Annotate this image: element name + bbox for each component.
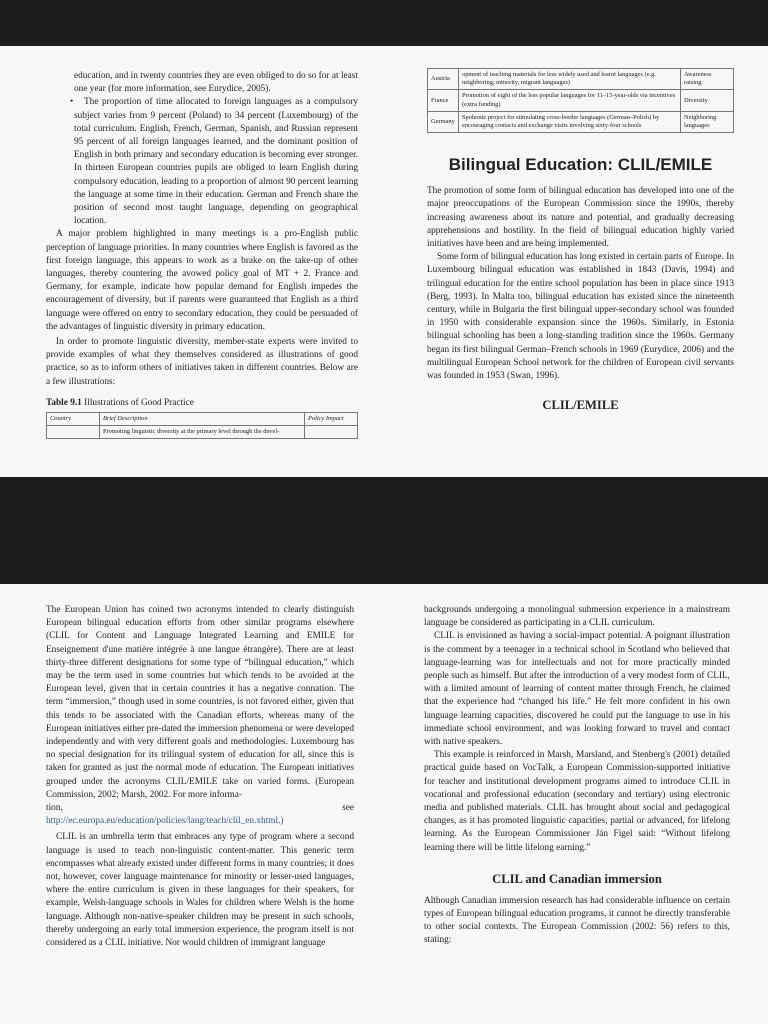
table-cell: Promotion of eight of the less popular languages for 11–15-year-olds via incentives (extra funding) — [459, 90, 681, 111]
paragraph-word: tion, — [46, 803, 63, 814]
bullet-text: The proportion of time allocated to foreign languages as a compulsory subject varies from 9 percent (Poland) to 34 percent (Luxembourg) of the total curriculum. English, French, German, Spanish, and Russian represent 95 percent of all foreign languages learned, and the dominant position of English in both primary and secondary education is becoming ever stronger. In thirteen European countries pupils are obliged to learn English during compulsory education, leading to a proportion of almost 90 percent learning the language at some time in their education. German and French share the position of second most taught language, depending on geographical location. — [74, 97, 358, 227]
paragraph: This example is reinforced in Marsh, Marsland, and Stenberg's (2001) detailed practical guide based on VocTalk, a European Commission-supported initiative for teacher and institutional development programs aimed to introduce CLIL in vocational and professional education (secondary and tertiary) using electronic media and published materials. CLIL has brought about social and pedagogical changes, as it has promoted linguistic capacities, partial or advanced, for lifelong learning. As the European Commissioner Ján Figel said: “Without lifelong learning there will be little lifelong earning.” — [424, 750, 730, 853]
subsection-heading: CLIL and Canadian immersion — [492, 871, 662, 886]
paragraph: backgrounds undergoing a monolingual submersion experience in a mainstream language be considered as participating in a CLIL curriculum. — [424, 605, 730, 629]
table-cell: Neighboring languages — [681, 111, 734, 132]
table-row — [428, 90, 734, 111]
page-top-left-column — [46, 70, 358, 439]
paragraph — [46, 604, 354, 802]
table-title: Illustrations of Good Practice — [84, 397, 194, 408]
paragraph: A major problem highlighted in many meetings is a pro-English public perception of language priorities. In many countries where English is favored as the first foreign language, this appears to work as a brake on the take-up of other languages, thereby countering the avowed policy goal of MT + 2. France and Germany, for example, indicate how popular demand for English impedes the encouragement of diversity, but if parents were guaranteed that English as a third language were offered on entry to secondary education, they could be persuaded of the advantages of linguistic diversity in primary education. — [46, 229, 358, 332]
table-cell: Diversity — [681, 90, 734, 111]
bullet-item — [46, 96, 358, 228]
paragraph: The promotion of some form of bilingual education has developed into one of the major preoccupations of the European Commission since the 1990s, thereby increasing awareness about its nature and potential, and gradually decreasing apprehensions and hostility. In the field of bilingual education highly varied initiatives have been and are being implemented. — [427, 186, 734, 250]
table-caption — [46, 397, 358, 410]
page-bottom — [0, 584, 768, 1024]
table-cell: Spohonie project for stimulating cross-border languages (German–Polish) by encouraging contacts and exchange visits involving sixty-four schools — [459, 111, 681, 132]
paragraph: CLIL is envisioned as having a social-impact potential. A poignant illustration is the comment by a teenager in a technical school in Scotland who believed that language-learning was for intellectuals and not for more practically minded people such as himself. But after the introduction of a very modest form of CLIL, with a limited amount of learning of content matter through French, he claimed that the experience had “changed his life.” He felt more confident in his own language learning capacities, discovered he could put the language to use in his immediate school environment, and was looking forward to travel and contact with native speakers. — [424, 631, 730, 748]
paragraph-text: The European Union has coined two acronyms intended to clearly distinguish European bilingual education efforts from other similar programs elsewhere (CLIL for Content and Language Integrated Learning and EMILE for Enseignement d'une matière intégrée à une langue étrangère). There are at least thirty-three different designations for some type of “bilingual education,” which may be the term used in some countries but which tends to be avoided at the European level, given that in certain countries it has a negative connation. The term “immersion,” though used in some countries, is not favored either, given that this tends to be associated with the Canadian efforts, whereas many of the European initiatives either pre-dated the immersion phenomena or were developed independently and with very different goals and methodologies. Luxembourg has no special designation for its trilingual system of education for all, since this is taken for granted as just the normal mode of education. The European initiatives grouped under the acronyms CLIL/EMILE take on varied forms. (European Commission, 2002; Marsh, 2002. For more informa- — [46, 605, 354, 800]
table-header-row — [47, 413, 358, 426]
table-cell — [305, 426, 358, 439]
paragraph: Although Canadian immersion research has had considerable influence on certain types of European bilingual education programs, it cannot be directly transferable to other social contexts. The European Commission (2002: 56) refers to this, stating: — [424, 895, 730, 946]
table-header-cell: Brief Description — [100, 413, 305, 426]
table-row — [428, 111, 734, 132]
paragraph: In order to promote linguistic diversity, member-state experts were invited to provide examples of what they themselves considered as illustrations of good practice, so as to inform others of initiatives taken in different countries. Below are a few illustrations: — [46, 337, 358, 387]
subsection-heading: CLIL/EMILE — [542, 398, 619, 413]
clil-url-link[interactable]: http://ec.europa.eu/education/policies/lang/teach/clil_en.xhtml.) — [46, 816, 284, 827]
table-cell: Promoting linguistic diversity at the primary level through the devel- — [100, 426, 305, 439]
paragraph-last-line — [46, 802, 354, 815]
good-practice-table-continued — [427, 68, 734, 133]
table-row — [428, 69, 734, 90]
table-cell: Austria — [428, 69, 459, 90]
paragraph: education, and in twenty countries they are even obliged to do so for at least one year (for more information, see Eurydice, 2005). — [74, 71, 358, 95]
good-practice-table-start — [46, 412, 358, 439]
table-header-cell: Policy Impact — [305, 413, 358, 426]
section-heading: Bilingual Education: CLIL/EMILE — [448, 155, 713, 175]
table-cell: France — [428, 90, 459, 111]
page-top-right-column — [427, 68, 734, 413]
paragraph: Some form of bilingual education has long existed in certain parts of Europe. In Luxembourg bilingual education was established in 1843 (Davis, 1994) and trilingual education for the entire school population has been in place since 1913 (Berg, 1993). In Malta too, bilingual education has existed since the nineteenth century, while in Bulgaria the first bilingual upper-secondary school was founded in 1950 with considerable expansion since the 1960s. Similarly, in Estonia bilingual schooling has been a long-standing tradition since the 1960s. Germany began its first bilingual German–French schools in 1969 (Eurydice, 2006) and the multilingual European School network for the children of European civil servants was founded in 1953 (Swan, 1996). — [427, 252, 734, 382]
bullet-dot-icon: • — [70, 97, 74, 108]
table-label: Table 9.1 — [46, 397, 82, 408]
table-header-cell: Country — [47, 413, 100, 426]
table-cell: Awareness raising — [681, 69, 734, 90]
paragraph: CLIL is an umbrella term that embraces any type of program where a second language is used to teach non-linguistic content-matter. This generic term encompasses what already existed under different forms in many countries; it does not, however, cover language maintenance for minority or lesser-used languages, where the entire curriculum is given in these languages for their speakers, for example, Welsh-language schools in Wales for children where Welsh is the home language. Although non-native-speaker children may be present in such schools, thereby undergoing an early total immersion experience, the program itself is not considered as a CLIL initiative. Nor would children of immigrant language — [46, 832, 354, 949]
paragraph-word: see — [342, 803, 354, 814]
table-cell: opment of teaching materials for less widely used and learnt languages (e.g. neighboring, minority, migrant languages) — [459, 69, 681, 90]
page-bottom-right-column — [424, 604, 730, 948]
table-row — [47, 426, 358, 439]
page-top — [0, 46, 768, 477]
table-cell — [47, 426, 100, 439]
page-bottom-left-column — [46, 604, 354, 950]
table-cell: Germany — [428, 111, 459, 132]
